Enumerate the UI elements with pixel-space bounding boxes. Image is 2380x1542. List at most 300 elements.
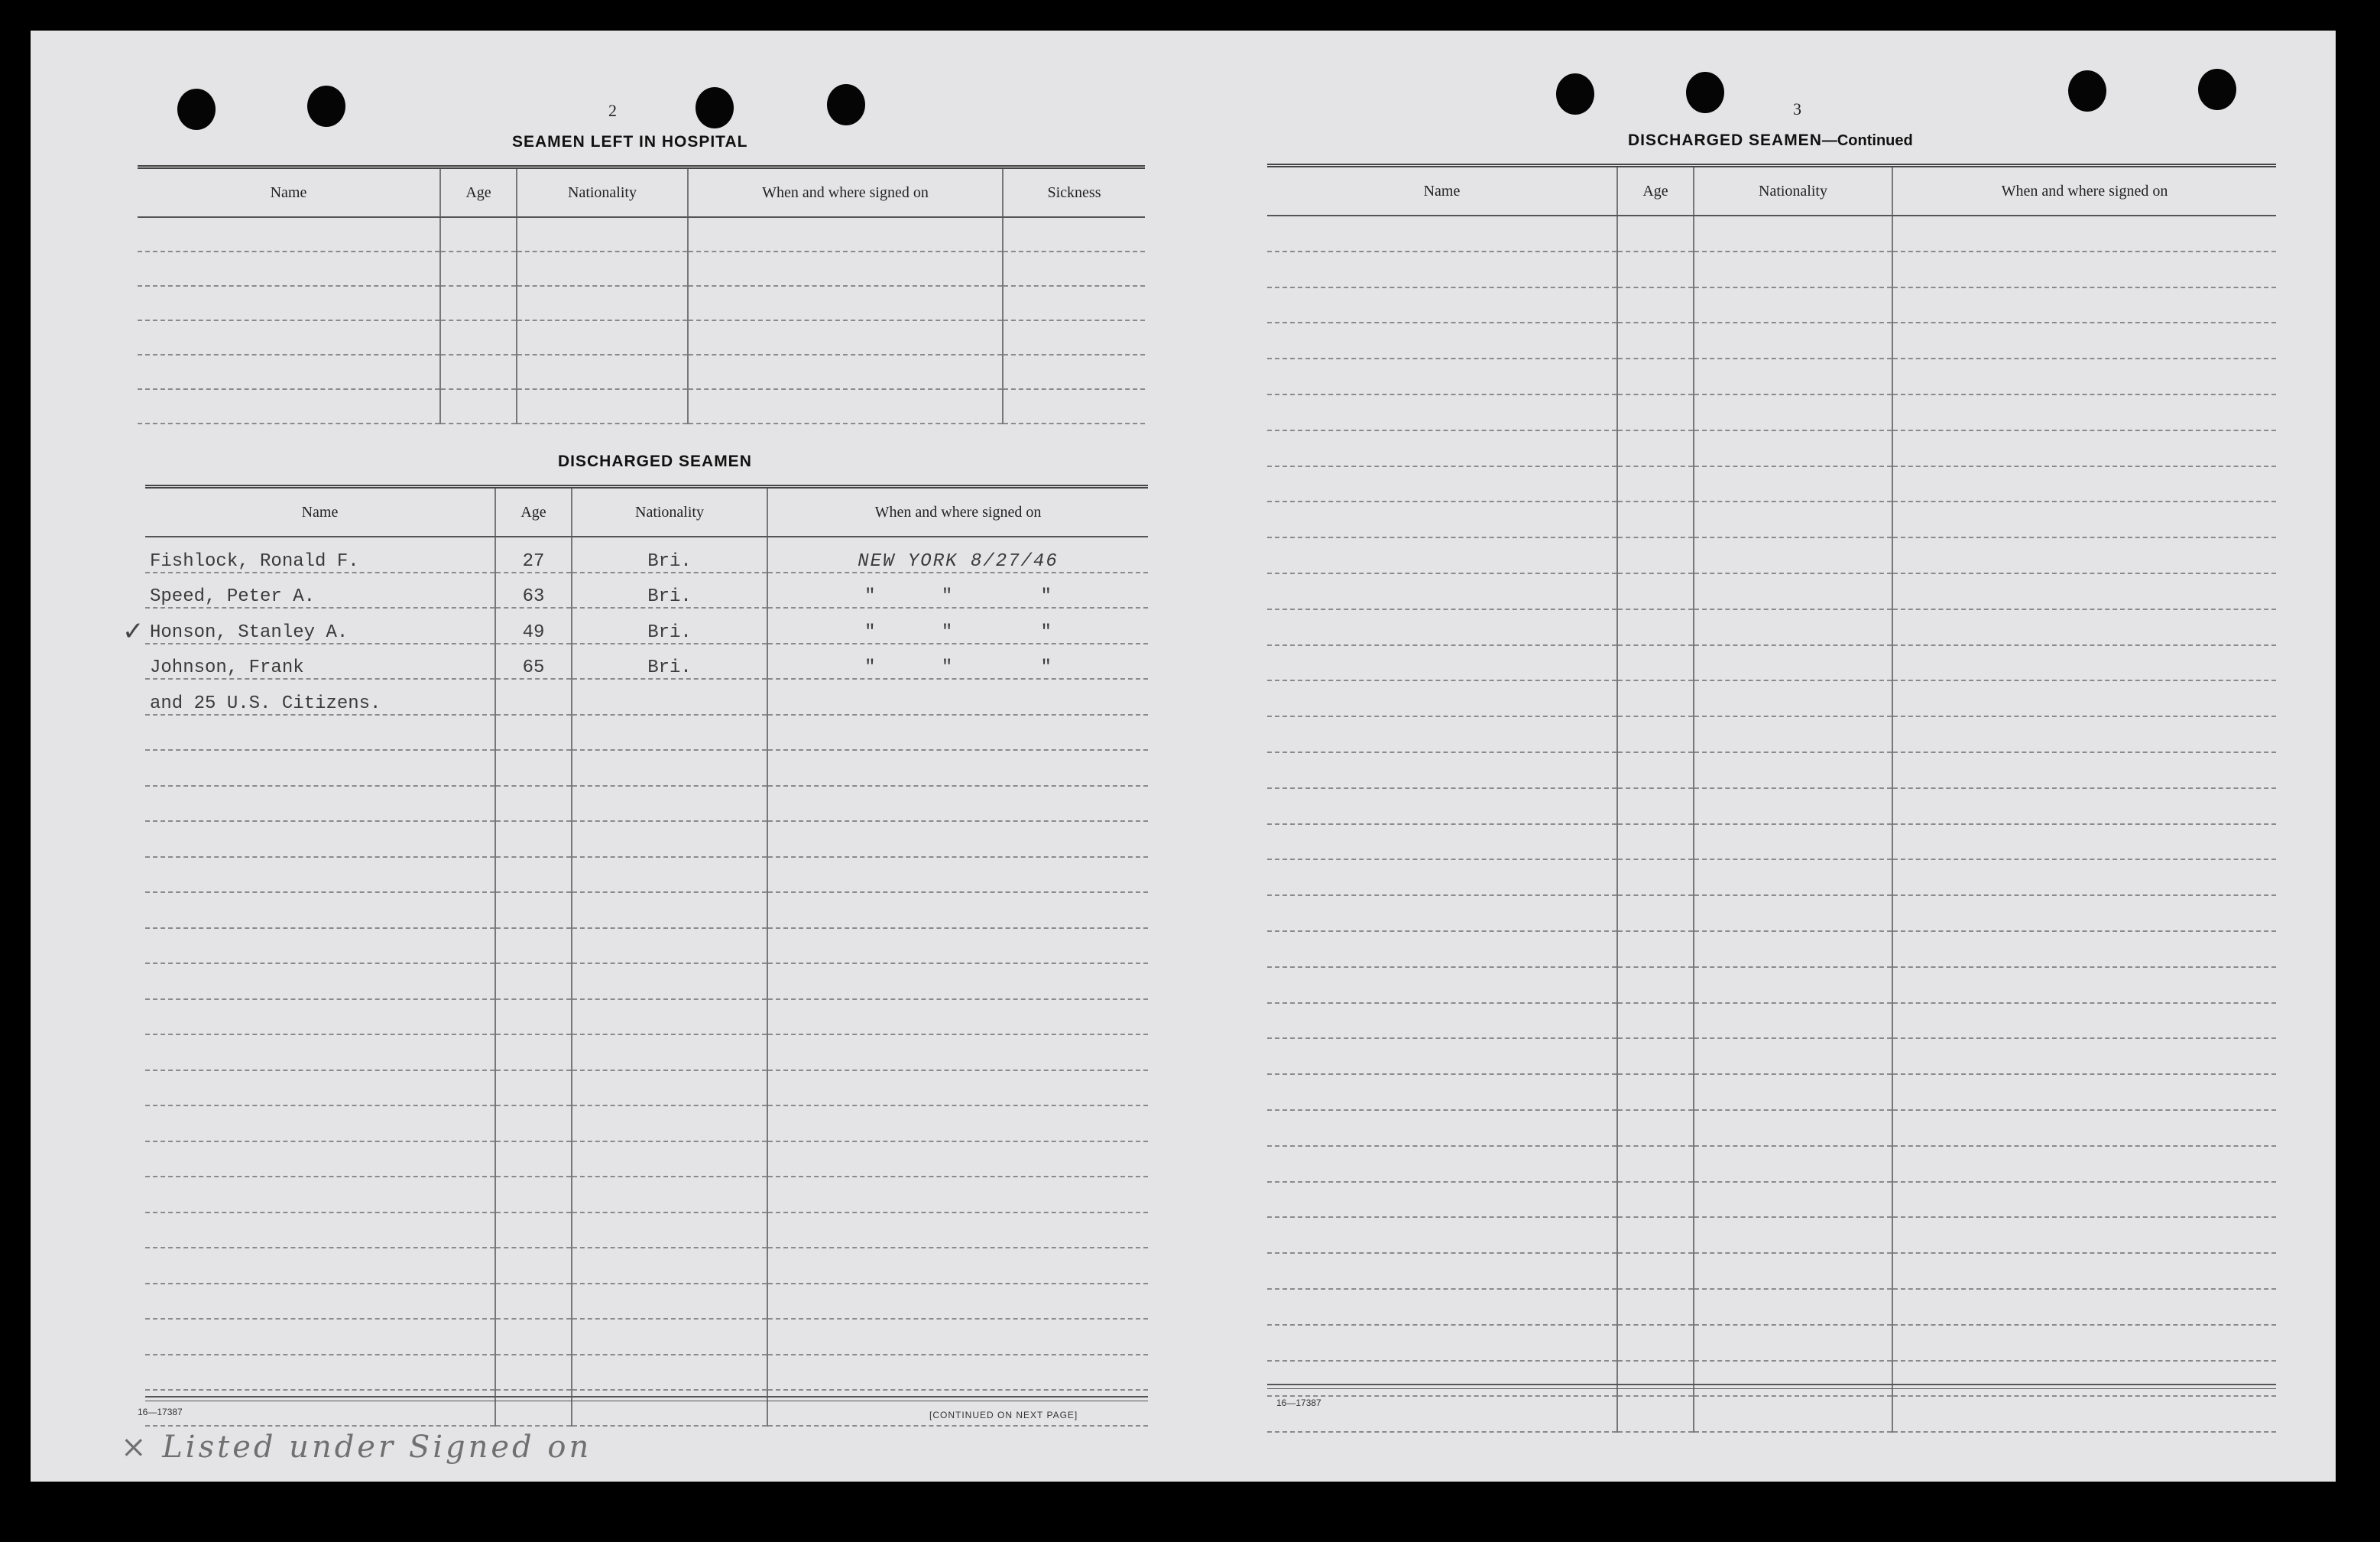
check-mark: ✓ — [122, 616, 144, 647]
table-cell — [138, 286, 440, 320]
table-cell — [767, 715, 1148, 751]
table-row — [1267, 216, 2276, 252]
table-row — [1267, 645, 2276, 681]
table-cell — [1694, 752, 1892, 788]
table-cell: Bri. — [572, 608, 767, 644]
table-row — [1267, 430, 2276, 466]
table-cell — [1267, 931, 1617, 967]
table-cell — [495, 928, 572, 964]
table-cell — [767, 1141, 1148, 1177]
table-cell — [1892, 573, 2276, 609]
table-row — [1267, 967, 2276, 1003]
table-cell — [1617, 287, 1694, 323]
right-header-when-and-where-signed-on: When and where signed on — [1892, 166, 2276, 216]
table-cell — [1694, 1325, 1892, 1361]
table-cell — [1694, 573, 1892, 609]
right-page — [1267, 31, 2326, 1482]
table-row — [145, 999, 1148, 1035]
table-cell — [1694, 1396, 1892, 1432]
table-cell — [1617, 859, 1694, 895]
table-cell — [517, 355, 688, 389]
table-row — [138, 286, 1145, 320]
table-cell — [440, 252, 517, 286]
table-cell — [1892, 1289, 2276, 1325]
table-row — [145, 1177, 1148, 1212]
table-cell: Honson, Stanley A. — [145, 608, 495, 644]
table-cell — [145, 1319, 495, 1355]
table-cell — [1694, 359, 1892, 394]
table-cell — [1694, 645, 1892, 681]
table-cell — [1892, 287, 2276, 323]
table-cell — [572, 928, 767, 964]
table-cell — [1267, 824, 1617, 860]
table-cell — [572, 1355, 767, 1391]
right-header-age: Age — [1617, 166, 1694, 216]
table-cell: Fishlock, Ronald F. — [145, 537, 495, 573]
table-row — [145, 821, 1148, 857]
table-cell — [1892, 359, 2276, 394]
table-cell — [1267, 502, 1617, 537]
table-cell: Bri. — [572, 573, 767, 609]
table-cell — [517, 286, 688, 320]
table-cell — [517, 320, 688, 355]
table-cell — [767, 1070, 1148, 1106]
table-cell — [1892, 502, 2276, 537]
table-cell — [1617, 573, 1694, 609]
hospital-header-name: Name — [138, 167, 440, 218]
table-cell — [1694, 1003, 1892, 1039]
table-cell — [1694, 537, 1892, 573]
table-cell — [517, 389, 688, 424]
hospital-table — [138, 165, 1145, 424]
table-cell — [1694, 1110, 1892, 1146]
table-cell — [1892, 680, 2276, 716]
table-cell — [495, 892, 572, 928]
table-cell — [1694, 1074, 1892, 1110]
document-sheet — [31, 31, 2336, 1482]
table-cell — [1617, 680, 1694, 716]
table-cell — [1694, 394, 1892, 430]
table-cell — [688, 252, 1003, 286]
table-cell — [1267, 466, 1617, 502]
table-cell — [1694, 931, 1892, 967]
table-cell: and 25 U.S. Citizens. — [145, 679, 495, 715]
table-cell — [572, 1284, 767, 1320]
table-cell — [1267, 537, 1617, 573]
table-cell: " " " — [767, 644, 1148, 680]
table-cell — [1892, 1361, 2276, 1397]
table-cell — [495, 1319, 572, 1355]
table-row — [1267, 824, 2276, 860]
right-header-name: Name — [1267, 166, 1617, 216]
table-cell — [1617, 1146, 1694, 1182]
discharged-continued-table — [1267, 164, 2276, 1433]
table-row — [145, 679, 1148, 715]
discharged-header-when-and-where-signed-on: When and where signed on — [767, 487, 1148, 537]
table-cell — [1892, 788, 2276, 824]
table-cell — [1892, 1325, 2276, 1361]
table-cell — [138, 252, 440, 286]
table-cell — [1267, 252, 1617, 287]
table-cell — [145, 892, 495, 928]
table-cell — [440, 320, 517, 355]
table-cell — [767, 963, 1148, 999]
table-cell — [767, 892, 1148, 928]
table-cell — [145, 1248, 495, 1284]
table-row — [1267, 931, 2276, 967]
table-cell — [495, 1284, 572, 1320]
table-cell — [1892, 1182, 2276, 1218]
table-cell: 65 — [495, 644, 572, 680]
table-cell — [1892, 895, 2276, 931]
discharged-continued-title — [1628, 131, 1913, 150]
table-cell — [440, 217, 517, 252]
title-text: DISCHARGED SEAMEN — [1628, 131, 1822, 149]
table-cell — [1694, 466, 1892, 502]
table-row — [1267, 788, 2276, 824]
table-cell — [138, 320, 440, 355]
table-cell — [767, 928, 1148, 964]
table-cell — [145, 928, 495, 964]
table-cell — [440, 355, 517, 389]
table-cell — [145, 750, 495, 786]
table-cell — [1892, 537, 2276, 573]
table-row — [145, 608, 1148, 644]
table-cell — [1892, 1253, 2276, 1289]
table-cell — [495, 1105, 572, 1141]
table-cell — [1694, 895, 1892, 931]
table-cell: Speed, Peter A. — [145, 573, 495, 609]
table-cell — [1617, 895, 1694, 931]
table-cell — [1267, 1110, 1617, 1146]
table-row — [145, 963, 1148, 999]
discharged-header-age: Age — [495, 487, 572, 537]
table-cell: Johnson, Frank — [145, 644, 495, 680]
table-cell — [1267, 1003, 1617, 1039]
table-cell — [1617, 1253, 1694, 1289]
table-cell — [767, 1355, 1148, 1391]
table-cell — [1892, 216, 2276, 252]
table-cell — [1617, 1038, 1694, 1074]
table-cell — [767, 1177, 1148, 1212]
table-row — [1267, 466, 2276, 502]
table-cell — [145, 821, 495, 857]
bottom-rule — [1267, 1384, 2276, 1389]
table-row — [1267, 752, 2276, 788]
table-cell — [138, 217, 440, 252]
table-cell — [1267, 1074, 1617, 1110]
table-cell — [1694, 609, 1892, 645]
table-cell — [1267, 859, 1617, 895]
table-cell — [145, 1034, 495, 1070]
table-cell — [572, 1141, 767, 1177]
table-cell — [440, 286, 517, 320]
table-cell — [1003, 217, 1145, 252]
table-cell — [1694, 1361, 1892, 1397]
table-cell — [1694, 502, 1892, 537]
table-cell — [1617, 752, 1694, 788]
table-row — [1267, 1253, 2276, 1289]
table-cell — [495, 786, 572, 822]
table-cell — [1617, 931, 1694, 967]
table-row — [1267, 1325, 2276, 1361]
table-cell — [1694, 1146, 1892, 1182]
table-row — [145, 644, 1148, 680]
table-row — [1267, 1146, 2276, 1182]
table-row — [145, 1105, 1148, 1141]
table-cell — [1617, 1289, 1694, 1325]
table-row — [1267, 1038, 2276, 1074]
table-cell — [1267, 359, 1617, 394]
table-cell — [572, 1177, 767, 1212]
table-row — [1267, 323, 2276, 359]
table-row — [1267, 716, 2276, 752]
table-row — [1267, 1217, 2276, 1253]
form-code: 16—17387 — [1276, 1398, 1321, 1408]
table-cell — [572, 821, 767, 857]
table-cell — [495, 1390, 572, 1426]
table-cell — [1617, 394, 1694, 430]
table-cell — [1617, 1110, 1694, 1146]
table-cell — [688, 286, 1003, 320]
table-cell — [517, 217, 688, 252]
table-cell: NEW YORK 8/27/46 — [767, 537, 1148, 573]
table-cell — [1694, 788, 1892, 824]
table-cell — [688, 389, 1003, 424]
table-cell — [495, 1177, 572, 1212]
table-cell — [145, 857, 495, 893]
table-cell — [145, 999, 495, 1035]
table-cell — [688, 217, 1003, 252]
table-cell — [495, 1141, 572, 1177]
table-cell — [688, 320, 1003, 355]
table-cell — [1892, 824, 2276, 860]
table-cell — [1892, 716, 2276, 752]
table-row — [1267, 359, 2276, 394]
table-row — [1267, 1289, 2276, 1325]
table-row — [145, 537, 1148, 573]
table-cell — [1694, 1182, 1892, 1218]
table-cell — [1617, 537, 1694, 573]
table-cell — [1267, 1289, 1617, 1325]
table-cell — [145, 1070, 495, 1106]
table-row — [1267, 1396, 2276, 1432]
form-code: 16—17387 — [138, 1407, 183, 1417]
table-cell — [1617, 1396, 1694, 1432]
table-cell — [767, 1319, 1148, 1355]
table-cell — [1617, 788, 1694, 824]
table-row — [145, 928, 1148, 964]
table-cell — [1267, 609, 1617, 645]
table-cell — [145, 1390, 495, 1426]
table-cell — [145, 1212, 495, 1248]
table-cell — [495, 715, 572, 751]
table-row — [145, 1284, 1148, 1320]
table-cell — [1617, 430, 1694, 466]
table-row — [145, 786, 1148, 822]
table-cell — [145, 963, 495, 999]
table-cell — [1892, 466, 2276, 502]
table-cell — [1694, 1289, 1892, 1325]
table-cell — [1617, 323, 1694, 359]
table-cell — [1617, 716, 1694, 752]
table-cell — [1617, 824, 1694, 860]
table-cell — [145, 1105, 495, 1141]
table-row — [1267, 1361, 2276, 1397]
table-row — [145, 1034, 1148, 1070]
table-cell: 63 — [495, 573, 572, 609]
table-cell — [1617, 1182, 1694, 1218]
table-row — [145, 1212, 1148, 1248]
table-row — [145, 1070, 1148, 1106]
table-cell — [1267, 680, 1617, 716]
table-cell — [1267, 1146, 1617, 1182]
table-cell — [1267, 573, 1617, 609]
table-cell: " " " — [767, 608, 1148, 644]
hospital-header-when-and-where-signed-on: When and where signed on — [688, 167, 1003, 218]
table-cell — [1267, 1253, 1617, 1289]
table-cell — [138, 389, 440, 424]
table-cell — [1694, 824, 1892, 860]
table-row — [1267, 573, 2276, 609]
table-cell — [1617, 967, 1694, 1003]
table-cell — [572, 1105, 767, 1141]
table-cell — [1694, 1253, 1892, 1289]
table-cell — [1617, 1217, 1694, 1253]
table-row — [1267, 895, 2276, 931]
table-cell — [495, 1034, 572, 1070]
table-row — [138, 252, 1145, 286]
table-cell — [495, 857, 572, 893]
table-row — [138, 389, 1145, 424]
discharged-section-title: DISCHARGED SEAMEN — [558, 453, 752, 470]
table-cell — [1892, 430, 2276, 466]
table-cell — [1003, 355, 1145, 389]
table-row — [1267, 1003, 2276, 1039]
table-cell — [1892, 1146, 2276, 1182]
table-cell — [1694, 1217, 1892, 1253]
table-cell — [1694, 716, 1892, 752]
table-cell: Bri. — [572, 644, 767, 680]
table-cell — [1892, 1038, 2276, 1074]
table-cell — [1617, 1074, 1694, 1110]
table-cell — [495, 679, 572, 715]
table-cell — [1617, 502, 1694, 537]
table-row — [145, 1319, 1148, 1355]
table-cell — [767, 1034, 1148, 1070]
table-cell — [767, 1212, 1148, 1248]
table-row — [1267, 252, 2276, 287]
table-cell — [1267, 788, 1617, 824]
table-cell — [1267, 967, 1617, 1003]
table-cell — [1267, 1217, 1617, 1253]
table-cell — [572, 857, 767, 893]
table-cell — [572, 1034, 767, 1070]
table-cell — [495, 963, 572, 999]
table-cell — [572, 715, 767, 751]
table-cell — [1892, 323, 2276, 359]
table-row — [138, 355, 1145, 389]
table-cell — [1892, 645, 2276, 681]
table-cell — [1892, 931, 2276, 967]
table-cell — [767, 857, 1148, 893]
table-row — [145, 715, 1148, 751]
table-cell — [1892, 752, 2276, 788]
table-cell — [145, 1284, 495, 1320]
hospital-header-age: Age — [440, 167, 517, 218]
table-cell — [1892, 1396, 2276, 1432]
table-cell — [1617, 466, 1694, 502]
table-row — [1267, 394, 2276, 430]
table-cell — [1892, 1074, 2276, 1110]
table-cell — [1694, 859, 1892, 895]
table-cell: Bri. — [572, 537, 767, 573]
table-row — [145, 1248, 1148, 1284]
table-cell — [1694, 216, 1892, 252]
table-row — [145, 573, 1148, 609]
table-cell — [572, 1070, 767, 1106]
table-cell — [1892, 967, 2276, 1003]
table-row — [145, 892, 1148, 928]
table-cell: 49 — [495, 608, 572, 644]
table-cell — [1892, 1110, 2276, 1146]
table-cell — [145, 1355, 495, 1391]
table-cell — [767, 786, 1148, 822]
table-cell — [767, 999, 1148, 1035]
table-cell — [1617, 645, 1694, 681]
table-row — [138, 320, 1145, 355]
table-cell — [1617, 1361, 1694, 1397]
table-row — [145, 1141, 1148, 1177]
table-row — [145, 1355, 1148, 1391]
table-cell — [572, 963, 767, 999]
table-cell — [767, 750, 1148, 786]
table-cell — [1617, 252, 1694, 287]
table-row — [1267, 1074, 2276, 1110]
table-cell — [1694, 430, 1892, 466]
table-cell — [145, 1141, 495, 1177]
table-cell — [1694, 1038, 1892, 1074]
right-header-nationality: Nationality — [1694, 166, 1892, 216]
table-row — [1267, 1110, 2276, 1146]
table-cell — [1694, 287, 1892, 323]
table-row — [145, 750, 1148, 786]
table-row — [1267, 287, 2276, 323]
table-cell — [572, 892, 767, 928]
table-cell — [495, 821, 572, 857]
bottom-rule — [145, 1396, 1148, 1401]
table-cell — [1267, 1325, 1617, 1361]
table-cell — [495, 1248, 572, 1284]
table-cell — [1267, 287, 1617, 323]
table-cell — [517, 252, 688, 286]
table-cell — [1267, 394, 1617, 430]
table-row — [1267, 502, 2276, 537]
table-cell — [145, 786, 495, 822]
table-cell — [1694, 323, 1892, 359]
table-row — [1267, 537, 2276, 573]
table-cell — [572, 1319, 767, 1355]
discharged-header-name: Name — [145, 487, 495, 537]
table-cell — [1267, 716, 1617, 752]
table-row — [138, 217, 1145, 252]
table-cell — [1892, 859, 2276, 895]
table-cell — [572, 786, 767, 822]
table-cell — [1003, 252, 1145, 286]
left-page — [107, 31, 1154, 1482]
table-cell — [1617, 609, 1694, 645]
table-cell — [572, 1248, 767, 1284]
